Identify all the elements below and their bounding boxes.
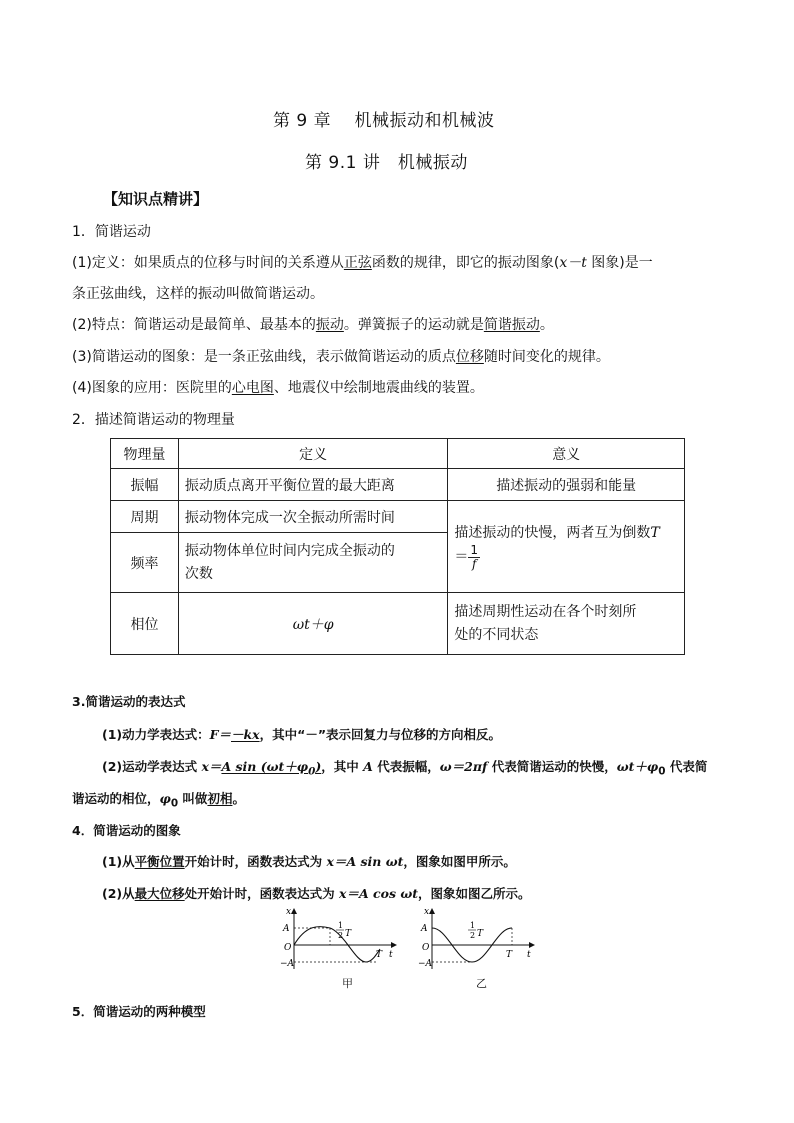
s4-l1-text-c: ，图象如图甲所示。 xyxy=(403,854,516,869)
s3-heading: 3.简谐运动的表达式 xyxy=(72,694,186,709)
s1-p4-text-a: (4)图象的应用：医院里的 xyxy=(72,380,232,396)
amplitude-definition: 振动质点离开平衡位置的最大距离 xyxy=(178,469,447,501)
s3-l1-text-b: ，其中“－”表示回复力与位移的方向相反。 xyxy=(259,727,502,742)
s1-p1-math: x－t xyxy=(559,255,587,271)
s3-l2-A: A xyxy=(363,759,373,774)
frequency-definition xyxy=(178,533,447,593)
s1-p3-underline: 位移 xyxy=(455,349,484,365)
lesson-title: 第 9.1 讲 机械振动 xyxy=(305,153,468,173)
sine-label-A: A xyxy=(283,924,290,934)
cosine-label-half-den: 2 xyxy=(470,931,476,940)
s1-feature xyxy=(72,317,554,334)
s3-l2-underline xyxy=(221,759,322,778)
s3-l3-phi: φ xyxy=(159,791,171,806)
s4-l2-text-c: ，图象如图乙所示。 xyxy=(418,886,531,901)
sine-label-half-T: T xyxy=(345,929,352,939)
s3-l2-text-e: 代表简 xyxy=(665,759,708,774)
sine-label-T: T xyxy=(376,950,383,960)
period-definition: 振动物体完成一次全振动所需时间 xyxy=(178,501,447,533)
s4-l2-text-b: 处开始计时，函数表达式为 xyxy=(184,886,339,901)
s3-l3-sub: 0 xyxy=(170,797,179,810)
s3-l2-x: x＝ xyxy=(201,759,222,774)
s3-l1-text-a: (1)动力学表达式： xyxy=(102,727,210,742)
phase-name: 相位 xyxy=(111,593,179,655)
s1-p1-text-c: 图象)是一 xyxy=(586,255,653,271)
phase-meaning xyxy=(448,593,685,655)
chapter-title: 第 9 章 机械振动和机械波 xyxy=(273,111,495,131)
s4-l1-text-b: 开始计时，函数表达式为 xyxy=(184,854,327,869)
table-header-meaning: 意义 xyxy=(448,439,685,469)
pf-meaning-text: 描述振动的快慢，两者互为倒数 xyxy=(454,524,651,541)
s3-l3-text-a: 谐运动的相位， xyxy=(72,791,160,806)
table-header-row xyxy=(111,439,685,469)
s2-heading: 2．描述简谐运动的物理量 xyxy=(72,412,235,428)
table-row-phase xyxy=(111,593,685,655)
pf-fraction xyxy=(468,544,480,570)
s1-p3-text-a: (3)简谐运动的图象：是一条正弦曲线，表示做简谐运动的质点 xyxy=(72,349,456,365)
frequency-def-line1: 振动物体单位时间内完成全振动的 xyxy=(184,543,395,560)
period-frequency-meaning xyxy=(448,501,685,593)
s1-definition-line2: 条正弦曲线，这样的振动叫做简谐运动。 xyxy=(72,286,324,302)
cosine-label-t: t xyxy=(527,950,531,960)
s3-l2-phase: ωt＋φ xyxy=(616,759,659,774)
s1-p4-underline: 心电图 xyxy=(231,380,274,396)
section-header: 【知识点精讲】 xyxy=(103,190,209,208)
s1-p1-underline: 正弦 xyxy=(343,255,372,271)
s3-kinematics xyxy=(102,757,707,778)
s3-dynamics xyxy=(102,725,501,743)
s3-l2-underline-main: A sin (ωt＋φ xyxy=(221,759,309,774)
s1-p2-text-b: 。弹簧振子的运动就是 xyxy=(343,317,484,333)
pf-meaning-T: T xyxy=(650,524,660,541)
cosine-label-A: A xyxy=(421,924,428,934)
phase-definition: ωt＋φ xyxy=(178,593,447,655)
phase-meaning-line2: 处的不同状态 xyxy=(454,626,539,643)
s3-l2-text-d: 代表简谐运动的快慢， xyxy=(487,759,617,774)
s4-heading: 4．简谐运动的图象 xyxy=(72,823,181,838)
s1-p2-underline-1: 振动 xyxy=(315,317,344,333)
table-row-amplitude xyxy=(111,469,685,501)
s3-l2-underline-end: ) xyxy=(315,759,322,774)
period-name: 周期 xyxy=(111,501,179,533)
cosine-label-half-T: T xyxy=(477,929,484,939)
s3-l2-omega: ω＝2πf xyxy=(439,759,488,774)
s3-l2-text-c: 代表振幅， xyxy=(372,759,440,774)
quantities-table xyxy=(110,438,685,655)
s1-p1-text-b: 函数的规律，即它的振动图象( xyxy=(371,255,560,271)
sine-label-O: O xyxy=(284,943,292,953)
pf-fraction-den: f xyxy=(471,556,477,571)
s4-cosine-start xyxy=(102,884,531,902)
s3-l2-phase-sub: 0 xyxy=(658,765,666,778)
pf-meaning-eq: ＝ xyxy=(454,549,469,565)
caption-left: 甲 xyxy=(342,977,353,990)
pf-fraction-num: 1 xyxy=(470,542,479,557)
cosine-label-half-num: 1 xyxy=(470,921,476,930)
cosine-label-T: T xyxy=(506,950,513,960)
s1-p2-text-a: (2)特点：简谐运动是最简单、最基本的 xyxy=(72,317,316,333)
s4-l1-math: x＝A sin ωt xyxy=(326,854,404,869)
sine-curve xyxy=(294,927,380,962)
table-header-definition: 定义 xyxy=(178,439,447,469)
s1-p4-text-b: 、地震仪中绘制地震曲线的装置。 xyxy=(273,380,484,396)
table-header-quantity: 物理量 xyxy=(111,439,179,469)
s4-l1-underline: 平衡位置 xyxy=(134,854,185,869)
cosine-label-negA: −A xyxy=(418,959,433,969)
s1-p1-text-a: (1)定义：如果质点的位移与时间的关系遵从 xyxy=(72,255,344,271)
caption-right: 乙 xyxy=(476,977,487,990)
s1-p2-text-c: 。 xyxy=(539,317,554,333)
s1-heading: 1．简谐运动 xyxy=(72,224,151,240)
table-row-period xyxy=(111,501,685,533)
phase-meaning-line1: 描述周期性运动在各个时刻所 xyxy=(454,604,637,621)
s1-graph-desc xyxy=(72,349,610,366)
amplitude-meaning: 描述振动的强弱和能量 xyxy=(448,469,685,501)
s4-sine-start xyxy=(102,852,516,870)
amplitude-name: 振幅 xyxy=(111,469,179,501)
s3-l2-underline-sub: 0 xyxy=(308,765,316,778)
s4-l2-math: x＝A cos ωt xyxy=(339,886,419,901)
sine-label-half-den: 2 xyxy=(338,931,344,940)
cosine-graph xyxy=(418,905,538,975)
cosine-label-O: O xyxy=(422,943,430,953)
frequency-def-line2: 次数 xyxy=(184,565,213,582)
sine-label-t: t xyxy=(389,950,393,960)
sine-label-x: x xyxy=(286,907,292,917)
s3-l3-text-c: 。 xyxy=(232,791,245,806)
s1-definition xyxy=(72,255,653,272)
cosine-label-x: x xyxy=(424,907,430,917)
sine-graph xyxy=(280,905,400,975)
s1-p2-underline-2: 简谐振动 xyxy=(483,317,540,333)
frequency-name: 频率 xyxy=(111,533,179,593)
sine-label-negA: −A xyxy=(280,959,295,969)
s1-applications xyxy=(72,380,484,397)
s3-l3-text-b: 叫做 xyxy=(178,791,208,806)
s4-l2-text-a: (2)从 xyxy=(102,886,135,901)
s4-l2-underline: 最大位移 xyxy=(134,886,185,901)
s3-l2-text-a: (2)运动学表达式 xyxy=(102,759,202,774)
s3-l3-underline: 初相 xyxy=(207,791,233,806)
s5-heading: 5．简谐运动的两种模型 xyxy=(72,1004,206,1019)
s3-l1-F: F＝ xyxy=(209,727,231,742)
s3-l1-underline: －kx xyxy=(231,727,260,742)
s4-l1-text-a: (1)从 xyxy=(102,854,135,869)
sine-label-half-num: 1 xyxy=(338,921,344,930)
s1-p3-text-b: 随时间变化的规律。 xyxy=(483,349,610,365)
s3-phase-line xyxy=(72,789,245,810)
s3-l2-text-b: ，其中 xyxy=(321,759,364,774)
